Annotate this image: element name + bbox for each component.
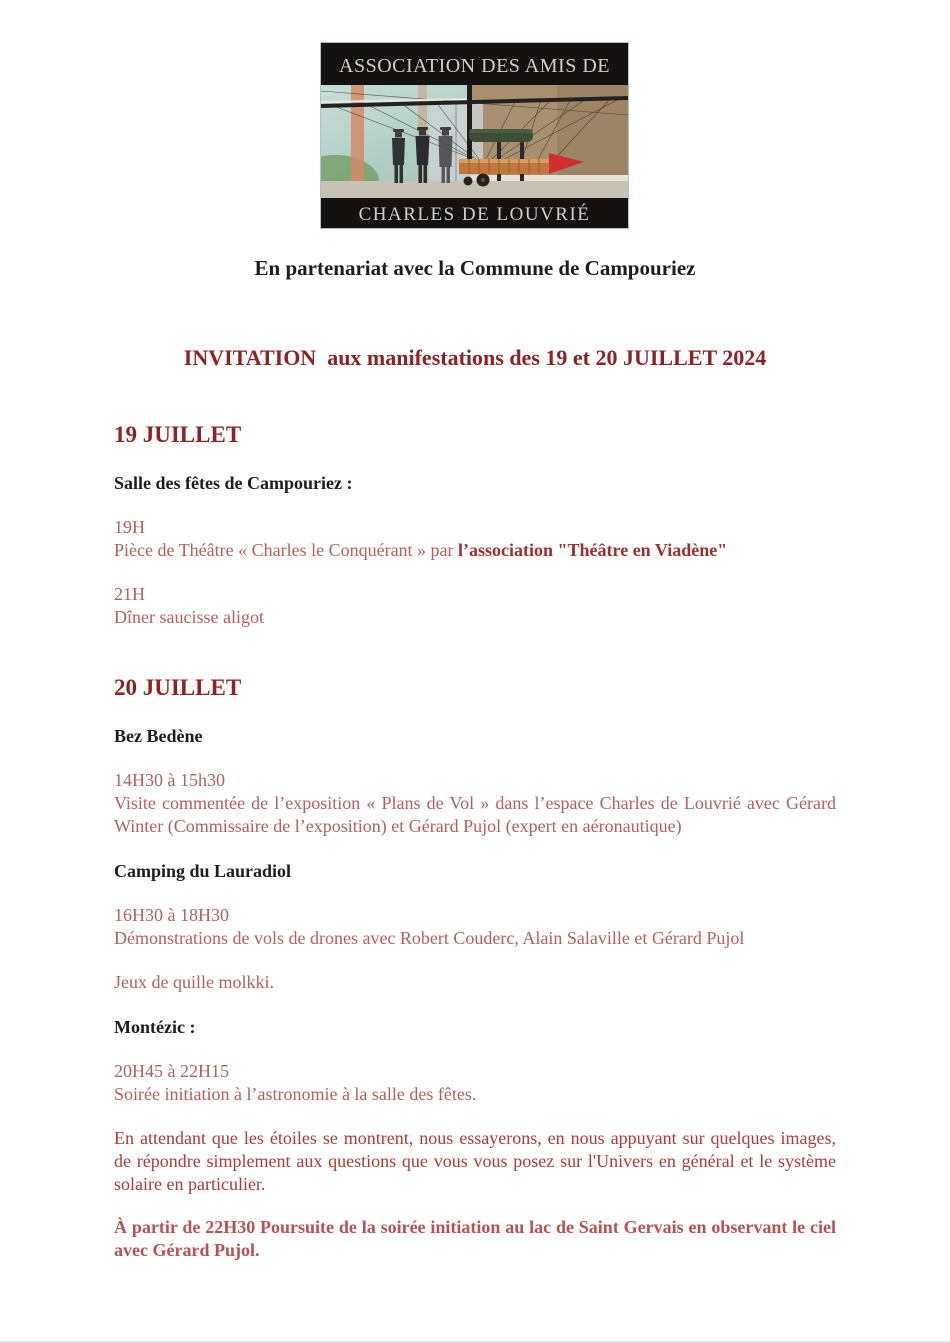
event-desc: Visite commentée de l’exposition « Plans de Vol » dans l’espace Charles de Louvrié avec Gérard Winter (Commissaire de l’exposition) et Gérard Pujol (expert en aéronautique) <box>114 793 836 836</box>
association-banner-image <box>321 43 628 228</box>
day2-event-visite <box>114 769 836 838</box>
invitation-heading: INVITATION aux manifestations des 19 et 20 JUILLET 2024 <box>183 345 767 370</box>
banner-photo-illustration <box>321 43 628 228</box>
event-time: 19H <box>114 517 145 537</box>
day1-event-diner <box>114 583 836 629</box>
event-time: 20H45 à 22H15 <box>114 1061 229 1081</box>
banner-photo-scene <box>321 85 628 207</box>
event-time: 14H30 à 15h30 <box>114 770 225 790</box>
day2-event-astronomie <box>114 1060 836 1106</box>
day2-venue-bez-bedene: Bez Bedène <box>114 726 203 746</box>
event-time: 16H30 à 18H30 <box>114 905 229 925</box>
day2-venue-montezic: Montézic : <box>114 1017 196 1037</box>
day1-heading: 19 JUILLET <box>114 422 242 447</box>
event-desc <box>114 539 836 562</box>
event-desc-plain: Pièce de Théâtre « Charles le Conquérant » par <box>114 540 459 560</box>
day2-event-molkki <box>114 971 836 994</box>
closing-paragraph: À partir de 22H30 Poursuite de la soirée initiation au lac de Saint Gervais en observant le ciel avec Gérard Pujol. <box>114 1217 836 1260</box>
day2-venue-camping-lauradiol: Camping du Lauradiol <box>114 861 292 881</box>
banner-top-caption: ASSOCIATION DES AMIS DE <box>339 55 610 77</box>
day2-heading: 20 JUILLET <box>114 675 242 700</box>
banner-bottom-caption: CHARLES DE LOUVRIÉ <box>358 204 591 225</box>
day1-venue-salle-des-fetes: Salle des fêtes de Campouriez : <box>114 473 353 493</box>
event-desc: Dîner saucisse aligot <box>114 607 264 627</box>
day2-event-drones <box>114 904 836 950</box>
event-desc: Soirée initiation à l’astronomie à la salle des fêtes. <box>114 1084 477 1104</box>
day1-event-theatre <box>114 516 836 562</box>
astronomy-note-paragraph: En attendant que les étoiles se montrent, nous essayerons, en nous appuyant sur quelques images, de répondre simplement aux questions que vous vous posez sur l'Univers en général et le système solaire en particulier. <box>114 1128 836 1194</box>
event-desc: Démonstrations de vols de drones avec Robert Couderc, Alain Salaville et Gérard Pujol <box>114 928 745 948</box>
flyer-content <box>114 228 836 1262</box>
event-time: 21H <box>114 584 145 604</box>
event-desc: Jeux de quille molkki. <box>114 972 274 992</box>
partnership-line: En partenariat avec la Commune de Campouriez <box>254 256 696 280</box>
event-desc-association: l’association "Théâtre en Viadène" <box>458 540 728 560</box>
